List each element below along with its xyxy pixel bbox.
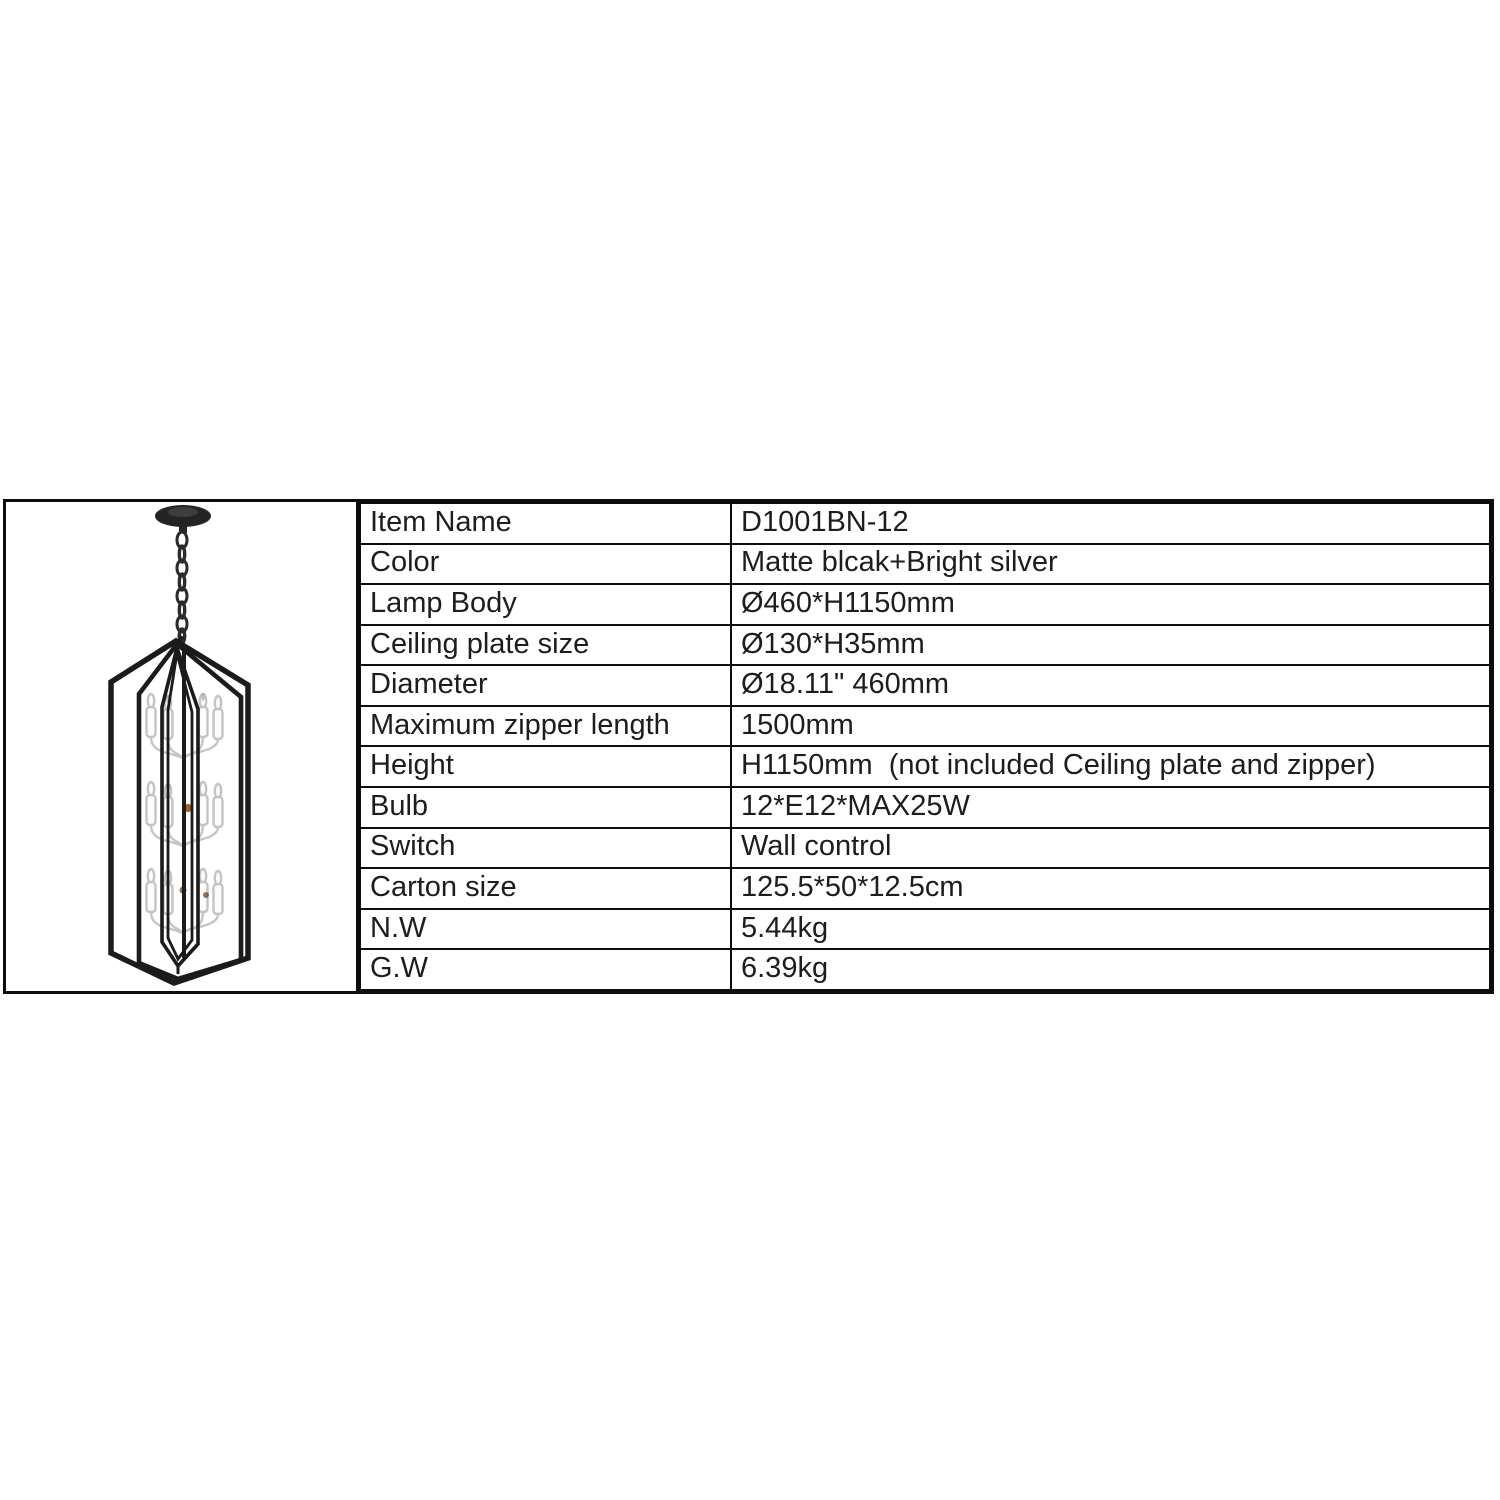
spec-row <box>360 625 1490 666</box>
spec-label: N.W <box>360 909 731 950</box>
spec-value: 12*E12*MAX25W <box>731 787 1490 828</box>
spec-label: Maximum zipper length <box>360 706 731 747</box>
spec-table-body <box>360 503 1490 990</box>
spec-value: 1500mm <box>731 706 1490 747</box>
hanging-chain-icon <box>177 532 187 643</box>
spec-row <box>360 868 1490 909</box>
spec-label: Height <box>360 746 731 787</box>
spec-row <box>360 544 1490 585</box>
spec-value: Ø130*H35mm <box>731 625 1490 666</box>
spec-label: G.W <box>360 949 731 990</box>
spec-row <box>360 706 1490 747</box>
spec-table <box>359 502 1491 991</box>
spec-value: Wall control <box>731 828 1490 869</box>
spec-table-cell <box>356 502 1491 991</box>
spec-row <box>360 787 1490 828</box>
spec-value: Ø460*H1150mm <box>731 584 1490 625</box>
spec-label: Bulb <box>360 787 731 828</box>
spec-value: 5.44kg <box>731 909 1490 950</box>
spec-row <box>360 909 1490 950</box>
spec-row <box>360 584 1490 625</box>
spec-row <box>360 828 1490 869</box>
spec-value: 6.39kg <box>731 949 1490 990</box>
ceiling-canopy-icon <box>155 505 211 533</box>
spec-row <box>360 503 1490 544</box>
spec-value: H1150mm (not included Ceiling plate and zipper) <box>731 746 1490 787</box>
spec-label: Item Name <box>360 503 731 544</box>
spec-row <box>360 949 1490 990</box>
spec-value: Matte blcak+Bright silver <box>731 544 1490 585</box>
spec-row <box>360 665 1490 706</box>
spec-row <box>360 746 1490 787</box>
spec-value: 125.5*50*12.5cm <box>731 868 1490 909</box>
spec-label: Ceiling plate size <box>360 625 731 666</box>
spec-label: Diameter <box>360 665 731 706</box>
product-photo-cell <box>6 502 356 991</box>
pendant-chandelier-image <box>6 502 356 991</box>
spec-label: Lamp Body <box>360 584 731 625</box>
product-spec-sheet <box>3 499 1494 994</box>
spec-value: Ø18.11" 460mm <box>731 665 1490 706</box>
spec-label: Color <box>360 544 731 585</box>
spec-label: Switch <box>360 828 731 869</box>
spec-value: D1001BN-12 <box>731 503 1490 544</box>
spec-label: Carton size <box>360 868 731 909</box>
